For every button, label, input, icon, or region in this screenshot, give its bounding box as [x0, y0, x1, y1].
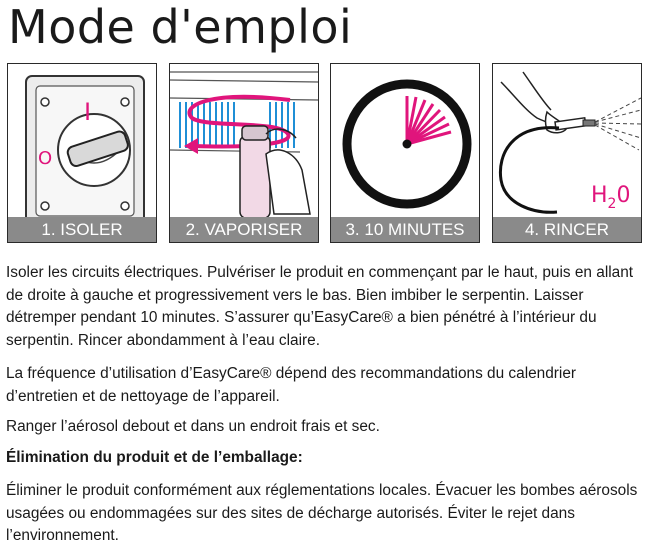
disposal-paragraph: Éliminer le produit conformément aux réglementations locales. Évacuer les bombes aérosols usagées ou endommagées sur des sites de décharge autorisés. Éviter le rejet dans l’environnement.: [6, 482, 638, 544]
water-o: 0: [616, 183, 631, 208]
step-isoler: [7, 63, 157, 243]
svg-text:H20: [591, 183, 630, 212]
storage-paragraph: Ranger l’aérosol debout et dans un endroit frais et sec.: [6, 418, 380, 435]
on-mark: I: [84, 98, 92, 126]
water-sub: 2: [607, 196, 617, 212]
step-label-isoler: 1. ISOLER: [8, 217, 156, 242]
off-mark: O: [38, 148, 53, 169]
instructions-paragraph: Isoler les circuits électriques. Pulvériser le produit en commençant par le haut, puis en allant de droite à gauche et progressivement vers le bas. Bien imbiber le serpentin. Laisser détremper pendant 10 minutes. S’assurer qu’EasyCare® a bien pénétré à l’intérieur du serpentin. Rincer abondamment à l’eau claire.: [6, 264, 634, 349]
steps-row: [7, 63, 643, 245]
step-label-rincer: 4. RINCER: [493, 217, 641, 242]
disposal-heading: Élimination du produit et de l’emballage:: [6, 449, 303, 466]
step-rincer: [492, 63, 642, 243]
water-h: H: [591, 183, 608, 208]
page-title: Mode d'emploi: [8, 0, 353, 54]
frequency-paragraph: La fréquence d’utilisation d’EasyCare® dépend des recommandations du calendrier d’entretien et de nettoyage de l’appareil.: [6, 365, 577, 405]
step-10-minutes: [330, 63, 480, 243]
step-label-10-minutes: 3. 10 MINUTES: [331, 217, 479, 242]
step-vaporiser: [169, 63, 319, 243]
step-label-vaporiser: 2. VAPORISER: [170, 217, 318, 242]
